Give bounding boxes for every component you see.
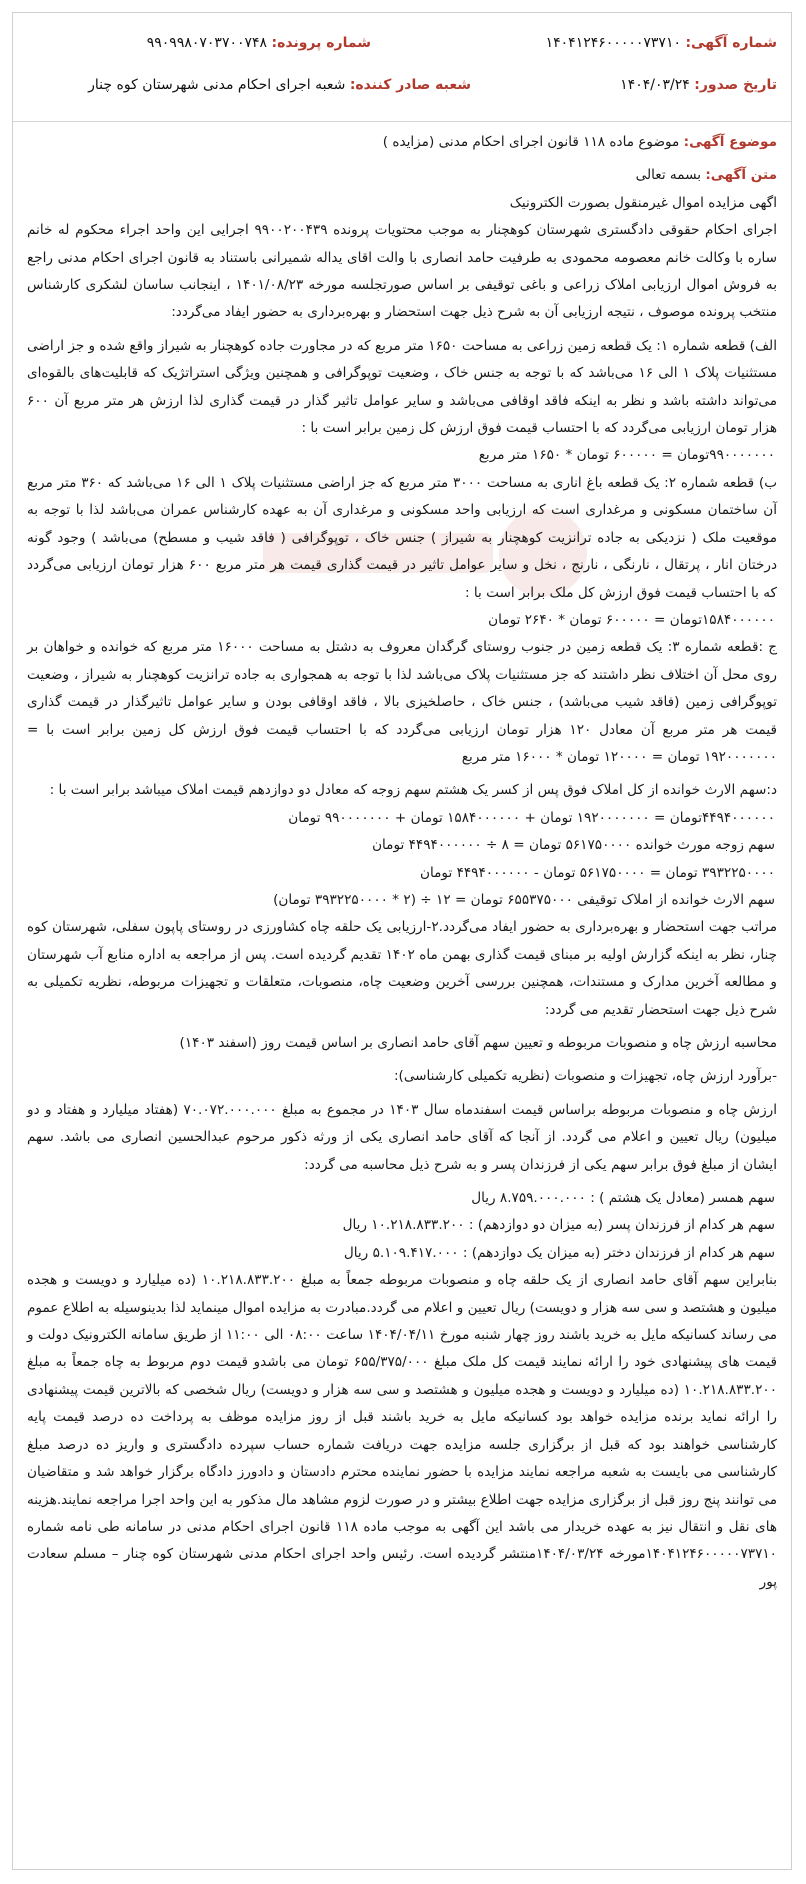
- formula-remaining: ۳۹۳۲۲۵۰۰۰۰ تومان = ۵۶۱۷۵۰۰۰۰ تومان - ۴۴۹۴۰۰۰۰۰۰ تومان: [420, 864, 775, 881]
- notice-page: [12, 12, 792, 1870]
- notice-number-value: ۱۴۰۴۱۲۴۶۰۰۰۰۰۷۳۷۱۰: [545, 35, 681, 51]
- paragraph-inheritance: د:سهم الارث خوانده از کل املاک فوق پس از کسر یک هشتم سهم زوجه که معادل دو دوازدهم قیمت املاک میباشد برابر است با :: [49, 782, 777, 799]
- paragraph-lot-c: ج :قطعه شماره ۳: یک قطعه زمین در جنوب روستای گرگدان معروف به دشتل به مساحت ۱۶۰۰۰ متر مربع که خوانده و خواهان بر روی محل آن اختلاف نظر داشتند که جز مستثنیات پلاک می‌باشد لذا با توجه به همجواری به جاده ترانزیت کوهچنار به شیراز ، وضعیت توپوگرافی زمین (فاقد شیب می‌باشد) ، جنس خاک ، حاصلخیزی بالا ، فاقد اوقافی بودن و سایر عوامل تاثیرگذار در قیمت گذاری قیمت هر متر مربع آن معادل ۱۲۰ هزار تومان ارزیابی می‌گردد که با احتساب قیمت فوق ارزش کل زمین برابر است با = ۱۹۲۰۰۰۰۰۰۰ تومان = ۱۲۰۰۰۰ تومان * ۱۶۰۰۰ متر مربع: [27, 639, 778, 765]
- formula-lot-b: ۱۵۸۴۰۰۰۰۰۰تومان = ۶۰۰۰۰۰ تومان * ۲۶۴۰ تومان: [488, 611, 775, 628]
- file-number-field: [147, 35, 371, 51]
- notice-number-label: شماره آگهی:: [685, 35, 777, 51]
- issuer-value: شعبه اجرای احکام مدنی شهرستان کوه چنار: [88, 77, 346, 93]
- paragraph-intro: اجرای احکام حقوقی دادگستری شهرستان کوهچنار به موجب محتویات پرونده ۹۹۰۰۲۰۰۴۳۹ اجرایی این واحد اجراء محکوم له خانم ساره با وکالت خانم معصومه محمودی به طرفیت حامد انصاری با والت اقای یداله شمیرانی باستناد به قانون اجرای احکام مدنی راجع به فروش اموال ارزیابی املاک زراعی و باغی توقیفی بر اساس صورتجلسه مورخه ۱۴۰۱/۰۸/۲۳ ، اینجانب ساسان لشکری کارشناس منتخب پرونده موصوف ، نتیجه ارزیابی آن به شرح ذیل جهت استحضار و بهره‌برداری به حضور ایفاد می‌گردد:: [27, 222, 777, 321]
- paragraph-well-estimate-title: -برآورد ارزش چاه، تجهیزات و منصوبات (نظریه تکمیلی کارشناسی):: [393, 1068, 777, 1085]
- issue-date-field: [620, 77, 777, 93]
- subject-text: موضوع ماده ۱۱۸ قانون اجرای احکام مدنی (مزایده ): [382, 134, 680, 150]
- notice-body: [27, 129, 777, 1859]
- issue-date-value: ۱۴۰۴/۰۳/۲۴: [620, 77, 690, 93]
- subject-label: موضوع آگهی:: [683, 134, 777, 150]
- issuer-label: شعبه صادر کننده:: [349, 77, 471, 93]
- issue-date-label: تاریخ صدور:: [694, 77, 777, 93]
- file-number-value: ۹۹۰۹۹۸۰۷۰۳۷۰۰۷۴۸: [146, 35, 268, 51]
- paragraph-well-value: ارزش چاه و منصوبات مربوطه براساس قیمت اسفندماه سال ۱۴۰۳ در مجموع به مبلغ ۷۰.۰۷۲.۰۰۰.۰۰۰ (هفتاد میلیارد و هفتاد و دو میلیون) ریال تعیین و اعلام می گردد. از آنجا که آقای حامد انصاری یکی از ورثه ذکور مرحوم عبدالحسین انصاری می باشد. سهم ایشان از مبلغ فوق برابر سهم یکی از فرزندان پسر و به شرح ذیل محاسبه می گردد:: [27, 1101, 777, 1173]
- formula-total: ۴۴۹۴۰۰۰۰۰۰تومان = ۱۹۲۰۰۰۰۰۰۰ تومان + ۱۵۸۴۰۰۰۰۰۰ تومان + ۹۹۰۰۰۰۰۰۰ تومان: [288, 809, 775, 826]
- paragraph-well-calc-title: محاسبه ارزش چاه و منصوبات مربوطه و تعیین سهم آقای حامد انصاری بر اساس قیمت روز (اسفند ۱۴۰۳): [179, 1035, 777, 1051]
- subject-line: [27, 129, 777, 156]
- text-head: بسمه تعالی: [635, 167, 701, 184]
- paragraph-final: بنابراین سهم آقای حامد انصاری از یک حلقه چاه و منصوبات مربوطه جمعاً به مبلغ ۱۰.۲۱۸.۸۳۳.۲۰۰ (ده میلیارد و دویست و هجده میلیون و هشتصد و سی سه هزار و دویست) ریال تعیین و اعلام می گردد.مبادرت به مزایده اموال مینماید لذا بدینوسیله به اطلاع عموم می رساند کسانیکه مایل به خرید باشند روز چهار شنبه مورخ ۱۴۰۴/۰۴/۱۱ ساعت ۰۸:۰۰ الی ۱۱:۰۰ از طریق سامانه الکترونیک دولت و قیمت های پیشنهادی خود را ارائه نمایند قیمت کل ملک مبلغ ۶۵۵/۳۷۵/۰۰۰ تومان می باشدو قیمت دوم مربوط به چاه جمعاً به مبلغ ۱۰.۲۱۸.۸۳۳.۲۰۰ (ده میلیارد و دویست و هجده میلیون و هشتصد و سی سه هزار و دویست) ریال شخصی که بالاترین قیمت پیشنهادی را ارائه نماید برنده مزایده خواهد بود کسانیکه مایل به خرید باشند قبل از روز مزایده موظف به پرداخت ده درصد قیمت پایه کارشناسی خواهند بود که قبل از برگزاری جلسه مزایده جهت دریافت شماره حساب سپرده دادگستری و واریز ده درصد مبلغ کارشناسی می بایست به شعبه مراجعه نمایند مزایده با حضور نماینده محترم دادستان و دادورز دادگاه برگزار خواهد شد و متقاضیان می توانند پنج روز قبل از برگزاری مزایده جهت اطلاع بیشتر و در صورت لزوم مشاهد مال مذکور به این واحد اجرا مراجعه نمایند.هزینه های نقل و انتقال نیز به عهده خریدار می باشد این آگهی به موجب ماده ۱۱۸ قانون اجرای احکام مدنی در سامانه طی نامه شماره ۱۴۰۴۱۲۴۶۰۰۰۰۰۷۳۷۱۰مورخه ۱۴۰۴/۰۳/۲۴منتشر گردیده است. رئیس واحد اجرای احکام مدنی شهرستان کوه چنار – مسلم سعادت پور: [27, 1272, 778, 1590]
- text-label: متن آگهی:: [705, 167, 777, 184]
- formula-lot-a: ۹۹۰۰۰۰۰۰۰تومان = ۶۰۰۰۰۰ تومان * ۱۶۵۰ متر مربع: [478, 447, 775, 464]
- issuer-field: [88, 77, 471, 93]
- share-son: سهم هر کدام از فرزندان پسر (به میزان دو دوازدهم) : ۱۰.۲۱۸.۸۳۳.۲۰۰ ریال: [342, 1217, 775, 1234]
- file-number-label: شماره پرونده:: [271, 35, 371, 51]
- auction-title: اگهی مزایده اموال غیرمنقول بصورت الکترونیک: [509, 194, 777, 211]
- formula-defendant-share: سهم الارث خوانده از املاک توقیفی ۶۵۵۳۷۵۰۰۰ تومان = ۱۲ ÷ (۲ * ۳۹۳۲۲۵۰۰۰۰ تومان): [273, 891, 775, 908]
- formula-wife-share: سهم زوجه مورث خوانده ۵۶۱۷۵۰۰۰۰ تومان = ۸ ÷ ۴۴۹۴۰۰۰۰۰۰ تومان: [372, 837, 775, 854]
- share-spouse: سهم همسر (معادل یک هشتم ) : ۸.۷۵۹.۰۰۰.۰۰۰ ریال: [471, 1190, 775, 1207]
- paragraph-well-intro: مراتب جهت استحضار و بهره‌برداری به حضور ایفاد می‌گردد.۲-ارزیابی یک حلقه چاه کشاورزی در روستای پاپون سفلی، شهرستان کوه چنار، نظر به اینکه گزارش اولیه بر مبنای قیمت گذاری بهمن ماه ۱۴۰۲ تقدیم گردیده است. پس از مراجعه به اداره منابع آب شهرستان و مطالعه آخرین مدارک و مستندات، همچنین بررسی آخرین وضعیت چاه، منصوبات، متعلقات و تجهیزات مربوطه، نظریه تکمیلی به شرح ذیل جهت استحضار تقدیم می گردد:: [27, 919, 777, 1018]
- paragraph-lot-b: ب) قطعه شماره ۲: یک قطعه باغ اناری به مساحت ۳۰۰۰ متر مربع که جز اراضی مستثنیات پلاک ۱ الی ۱۶ می‌باشد که ۳۶۰ متر مربع آن ساختمان مسکونی و مرغداری است که ارزیابی واحد مسکونی و مرغداری آن به عهده کارشناس عمران می‌باشد لذا با توجه به موقعیت ملک ( نزدیکی به جاده ترانزیت کوهچنار به شیراز ) جنس خاک ، توپوگرافی ( فاقد شیب و مسطح) می‌باشد ) وجود گونه درختان انار ، پرتقال ، نارنگی ، نارنج ، نخل و سایر عوامل تاثیر در قیمت گذاری قیمت هر متر مربع ۶۰۰ هزار تومان ارزیابی می‌گردد که با احتساب قیمت فوق ارزش کل ملک برابر است با :: [27, 474, 777, 601]
- notice-number-field: [546, 35, 777, 51]
- text-head-line: [27, 162, 777, 189]
- share-daughter: سهم هر کدام از فرزندان دختر (به میزان یک دوازدهم) : ۵.۱۰۹.۴۱۷.۰۰۰ ریال: [343, 1244, 775, 1261]
- paragraph-lot-a: الف) قطعه شماره ۱: یک قطعه زمین زراعی به مساحت ۱۶۵۰ متر مربع که در مجاورت جاده کوهچنار به شیراز واقع شده و جز اراضی مستثنیات پلاک ۱ الی ۱۶ می‌باشد که با توجه به جنس خاک ، وضعیت توپوگرافی و همچنین ویژگی استراتژیک که قابلیت‌های بالقوه‌ای می‌تواند داشته باشد و نظر به اینکه فاقد اوقافی می‌باشد و سایر عوامل تاثیر گذار در قیمت گذاری لذا ارزش هر متر مربع آن ۶۰۰ هزار تومان ارزیابی می‌گردد که با احتساب قیمت فوق ارزش کل زمین برابر است با :: [27, 337, 777, 437]
- notice-header: [13, 13, 791, 122]
